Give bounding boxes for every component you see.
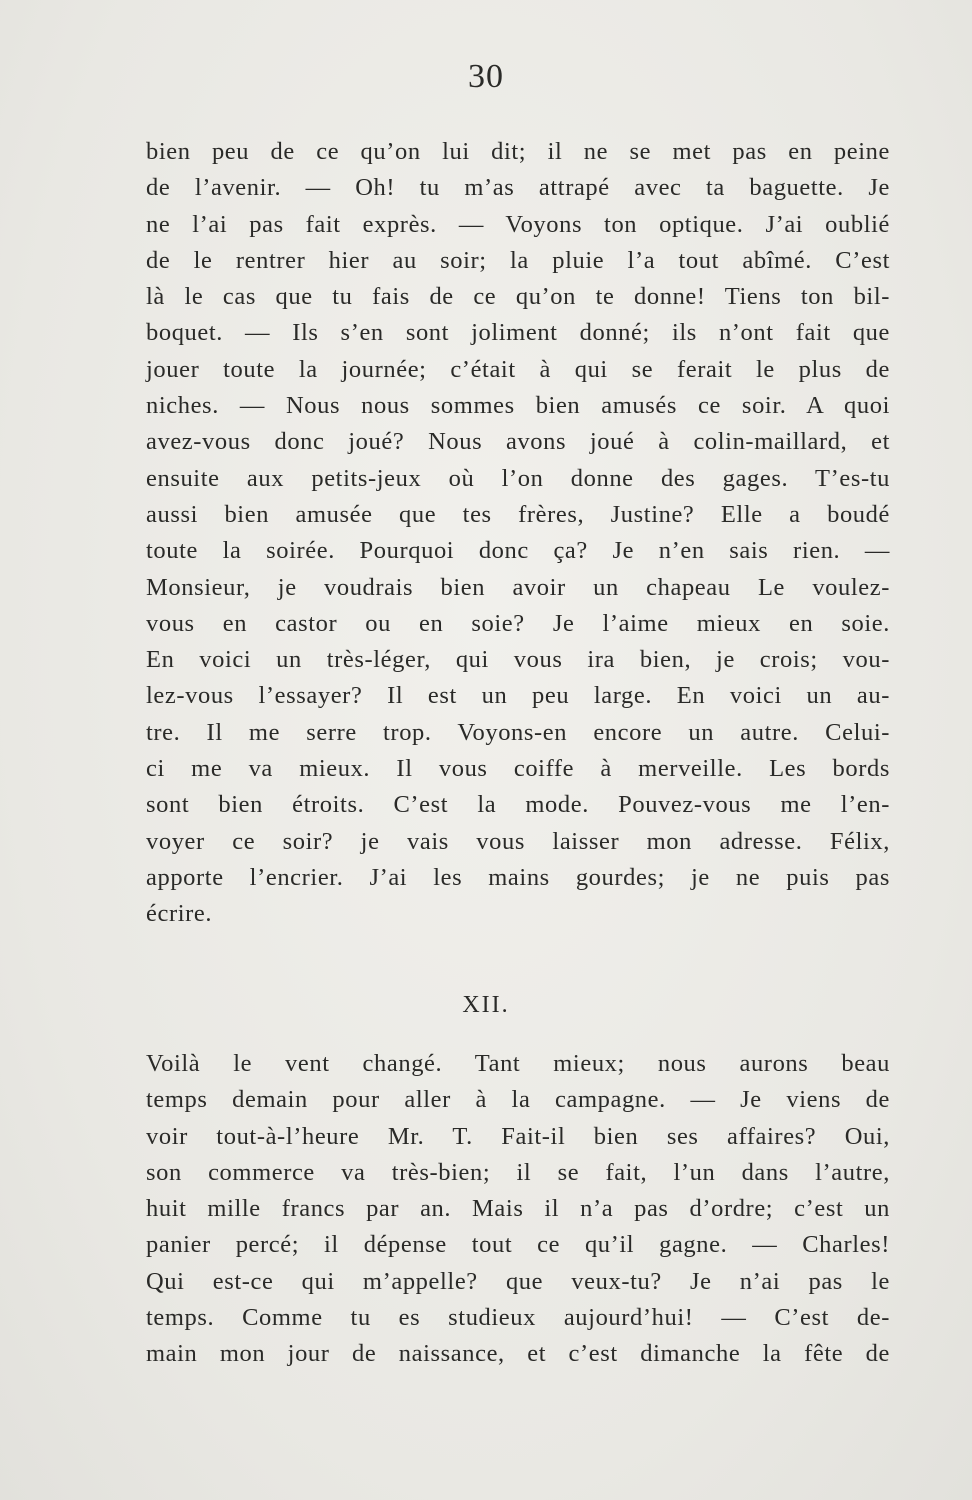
text-line: avez-vous donc joué? Nous avons joué à colin-maillard, et xyxy=(146,428,890,456)
text-line: huit mille francs par an. Mais il n’a pas d’ordre; c’est un xyxy=(146,1195,890,1223)
text-line: écrire. xyxy=(146,900,213,928)
text-line: voir tout-à-l’heure Mr. T. Fait-il bien ses affaires? Oui, xyxy=(146,1122,890,1150)
text-line: En voici un très-léger, qui vous ira bien, je crois; vou- xyxy=(146,646,890,674)
text-line: Qui est-ce qui m’appelle? que veux-tu? Je n’ai pas le xyxy=(146,1267,890,1295)
text-line: sont bien étroits. C’est la mode. Pouvez-vous me l’en- xyxy=(146,791,890,819)
text-line: toute la soirée. Pourquoi donc ça? Je n’en sais rien. — xyxy=(146,537,890,565)
paragraph-dialogue-2 xyxy=(146,1046,890,1373)
text-line: apporte l’encrier. J’ai les mains gourdes; je ne puis pas xyxy=(146,863,890,891)
text-line: son commerce va très-bien; il se fait, l’un dans l’autre, xyxy=(146,1158,890,1186)
text-line: aussi bien amusée que tes frères, Justine? Elle a boudé xyxy=(146,500,890,528)
text-line: lez-vous l’essayer? Il est un peu large. En voici un au- xyxy=(146,682,890,710)
text-line: voyer ce soir? je vais vous laisser mon adresse. Félix, xyxy=(146,827,890,855)
text-line: bien peu de ce qu’on lui dit; il ne se met pas en peine xyxy=(146,138,890,165)
text-line: ensuite aux petits-jeux où l’on donne des gages. T’es-tu xyxy=(146,464,890,492)
text-line: temps demain pour aller à la campagne. — Je viens de xyxy=(146,1086,890,1114)
paragraph-dialogue-1 xyxy=(146,134,890,933)
text-line: boquet. — Ils s’en sont joliment donné; ils n’ont fait que xyxy=(146,319,890,347)
text-line: ne l’ai pas fait exprès. — Voyons ton optique. J’ai oublié xyxy=(146,210,890,238)
text-line: ci me va mieux. Il vous coiffe à merveille. Les bords xyxy=(146,755,890,783)
text-line: panier percé; il dépense tout ce qu’il gagne. — Charles! xyxy=(146,1231,890,1259)
page-number: 30 xyxy=(468,58,504,95)
text-line: de le rentrer hier au soir; la pluie l’a tout abîmé. C’est xyxy=(146,246,890,274)
text-line: temps. Comme tu es studieux aujourd’hui! — C’est de- xyxy=(146,1304,890,1332)
text-line: Voilà le vent changé. Tant mieux; nous aurons beau xyxy=(146,1050,890,1077)
text-line: jouer toute la journée; c’était à qui se ferait le plus de xyxy=(146,355,890,383)
text-line: niches. — Nous nous sommes bien amusés ce soir. A quoi xyxy=(146,392,890,420)
text-line: main mon jour de naissance, et c’est dimanche la fête de xyxy=(146,1340,890,1368)
text-line: tre. Il me serre trop. Voyons-en encore un autre. Celui- xyxy=(146,718,890,746)
text-line: Monsieur, je voudrais bien avoir un chapeau Le voulez- xyxy=(146,573,890,601)
text-line: là le cas que tu fais de ce qu’on te donne! Tiens ton bil- xyxy=(146,283,890,311)
text-line: de l’avenir. — Oh! tu m’as attrapé avec ta baguette. Je xyxy=(146,174,890,202)
text-line: vous en castor ou en soie? Je l’aime mieux en soie. xyxy=(146,609,890,637)
section-heading: XII. xyxy=(462,992,510,1018)
